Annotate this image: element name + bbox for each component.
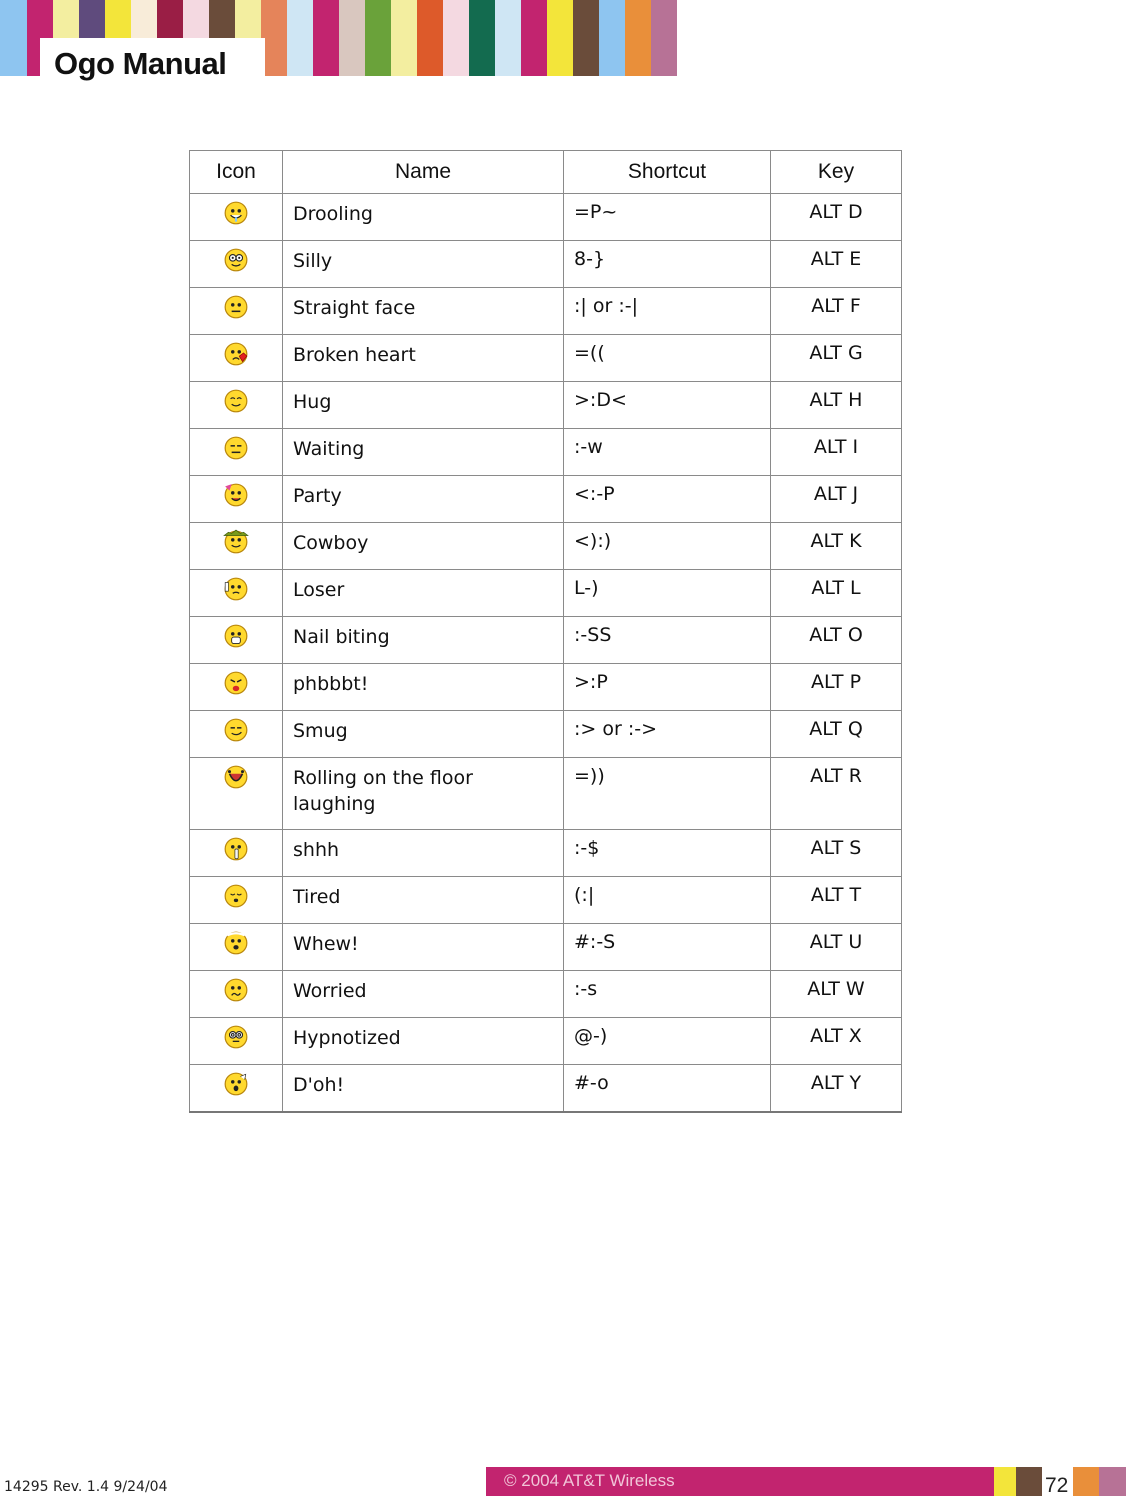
hug-icon — [223, 388, 249, 419]
emoticon-name: Party — [293, 485, 342, 507]
header-stripe — [417, 0, 443, 76]
emoticon-name: Hypnotized — [293, 1027, 401, 1049]
shortcut-cell: >:D< — [564, 382, 771, 429]
key-cell: ALT I — [771, 429, 902, 476]
header-shortcut: Shortcut — [564, 151, 771, 194]
icon-cell — [190, 617, 283, 664]
name-cell — [283, 711, 564, 758]
header-stripe — [443, 0, 469, 76]
icon-cell — [190, 476, 283, 523]
header-stripe — [0, 0, 27, 76]
name-cell — [283, 830, 564, 877]
loser-icon — [223, 576, 249, 607]
emoticon-name: phbbbt! — [293, 673, 369, 695]
emoticon-name: Straight face — [293, 297, 416, 319]
table-row — [190, 570, 902, 617]
whew-icon — [223, 930, 249, 961]
phbbbt-icon — [223, 670, 249, 701]
emoticon-name: shhh — [293, 839, 340, 861]
table-row — [190, 241, 902, 288]
name-cell — [283, 971, 564, 1018]
icon-cell — [190, 288, 283, 335]
key-cell: ALT L — [771, 570, 902, 617]
drooling-icon — [223, 200, 249, 231]
key-cell: ALT E — [771, 241, 902, 288]
icon-cell — [190, 570, 283, 617]
emoticon-table — [189, 150, 902, 1113]
name-cell — [283, 664, 564, 711]
table-row — [190, 476, 902, 523]
shortcut-cell: 8-} — [564, 241, 771, 288]
straight-face-icon — [223, 294, 249, 325]
emoticon-name: Smug — [293, 720, 348, 742]
icon-cell — [190, 429, 283, 476]
header-stripe — [365, 0, 391, 76]
icon-cell — [190, 1018, 283, 1065]
name-cell — [283, 570, 564, 617]
icon-cell — [190, 830, 283, 877]
emoticon-name: D'oh! — [293, 1074, 345, 1096]
table-row — [190, 664, 902, 711]
shortcut-cell: @-) — [564, 1018, 771, 1065]
table-row — [190, 429, 902, 476]
key-cell: ALT F — [771, 288, 902, 335]
table-row — [190, 1065, 902, 1113]
nail-biting-icon — [223, 623, 249, 654]
shortcut-cell: =(( — [564, 335, 771, 382]
shortcut-cell: =)) — [564, 758, 771, 830]
name-cell — [283, 288, 564, 335]
shortcut-cell: :-SS — [564, 617, 771, 664]
name-cell — [283, 617, 564, 664]
name-cell — [283, 335, 564, 382]
shortcut-cell: :-$ — [564, 830, 771, 877]
emoticon-name: Rolling on the floor laughing — [293, 767, 473, 815]
header-stripe — [625, 0, 651, 76]
icon-cell — [190, 664, 283, 711]
key-cell: ALT W — [771, 971, 902, 1018]
copyright-bar — [486, 1467, 994, 1496]
name-cell — [283, 429, 564, 476]
table-row — [190, 830, 902, 877]
key-cell: ALT P — [771, 664, 902, 711]
copyright-text: © 2004 AT&T Wireless — [504, 1471, 675, 1490]
shortcut-cell: <):) — [564, 523, 771, 570]
broken-heart-icon — [223, 341, 249, 372]
icon-cell — [190, 194, 283, 241]
shortcut-cell: :-w — [564, 429, 771, 476]
emoticon-name: Waiting — [293, 438, 365, 460]
shortcut-cell: <:-P — [564, 476, 771, 523]
table-row — [190, 971, 902, 1018]
header-icon: Icon — [190, 151, 283, 194]
header-stripe — [521, 0, 547, 76]
key-cell: ALT H — [771, 382, 902, 429]
icon-cell — [190, 924, 283, 971]
key-cell: ALT K — [771, 523, 902, 570]
silly-icon — [223, 247, 249, 278]
key-cell: ALT D — [771, 194, 902, 241]
key-cell: ALT O — [771, 617, 902, 664]
name-cell — [283, 382, 564, 429]
hypnotized-icon — [223, 1024, 249, 1055]
table-row — [190, 711, 902, 758]
emoticon-name: Worried — [293, 980, 367, 1002]
manual-title: Ogo Manual — [54, 46, 227, 81]
header-stripe — [469, 0, 495, 76]
name-cell — [283, 194, 564, 241]
icon-cell — [190, 523, 283, 570]
rolling-laughing-icon — [223, 764, 249, 795]
icon-cell — [190, 711, 283, 758]
key-cell: ALT U — [771, 924, 902, 971]
party-icon — [223, 482, 249, 513]
emoticon-name: Silly — [293, 250, 333, 272]
page-number: 72 — [1045, 1474, 1069, 1497]
table-row — [190, 523, 902, 570]
emoticon-name: Cowboy — [293, 532, 369, 554]
table-row — [190, 1018, 902, 1065]
footer-swatch-yellow — [994, 1467, 1016, 1496]
icon-cell — [190, 758, 283, 830]
table-row — [190, 288, 902, 335]
shortcut-cell: :> or :-> — [564, 711, 771, 758]
icon-cell — [190, 335, 283, 382]
emoticon-name: Drooling — [293, 203, 373, 225]
name-cell — [283, 758, 564, 830]
emoticon-name: Tired — [293, 886, 341, 908]
shhh-icon — [223, 836, 249, 867]
header-stripe — [287, 0, 313, 76]
icon-cell — [190, 971, 283, 1018]
tired-icon — [223, 883, 249, 914]
icon-cell — [190, 382, 283, 429]
table-row — [190, 758, 902, 830]
header-stripe — [599, 0, 625, 76]
header-key: Key — [771, 151, 902, 194]
footer-swatch-pink — [1099, 1467, 1126, 1496]
key-cell: ALT T — [771, 877, 902, 924]
shortcut-cell: =P~ — [564, 194, 771, 241]
table-row — [190, 335, 902, 382]
emoticon-name: Broken heart — [293, 344, 416, 366]
icon-cell — [190, 1065, 283, 1113]
table-row — [190, 194, 902, 241]
table-row — [190, 382, 902, 429]
shortcut-cell: :| or :-| — [564, 288, 771, 335]
key-cell: ALT R — [771, 758, 902, 830]
table-row — [190, 877, 902, 924]
shortcut-cell: #-o — [564, 1065, 771, 1113]
header-stripe — [391, 0, 417, 76]
icon-cell — [190, 241, 283, 288]
emoticon-name: Hug — [293, 391, 332, 413]
header-stripe — [495, 0, 521, 76]
worried-icon — [223, 977, 249, 1008]
footer-swatch-orange — [1073, 1467, 1099, 1496]
key-cell: ALT J — [771, 476, 902, 523]
footer-swatch-brown — [1016, 1467, 1042, 1496]
name-cell — [283, 241, 564, 288]
header-stripe — [339, 0, 365, 76]
name-cell — [283, 1065, 564, 1113]
name-cell — [283, 877, 564, 924]
key-cell: ALT S — [771, 830, 902, 877]
shortcut-cell: :-s — [564, 971, 771, 1018]
shortcut-cell: (:| — [564, 877, 771, 924]
document-revision: 14295 Rev. 1.4 9/24/04 — [4, 1479, 168, 1495]
header-name: Name — [283, 151, 564, 194]
table-row — [190, 617, 902, 664]
header-stripe — [547, 0, 573, 76]
table-header-row — [190, 151, 902, 194]
header-stripe — [573, 0, 599, 76]
emoticon-name: Nail biting — [293, 626, 390, 648]
doh-icon — [223, 1071, 249, 1102]
emoticon-name: Whew! — [293, 933, 359, 955]
smug-icon — [223, 717, 249, 748]
shortcut-cell: #:-S — [564, 924, 771, 971]
cowboy-icon — [223, 529, 249, 560]
emoticon-name: Loser — [293, 579, 345, 601]
name-cell — [283, 523, 564, 570]
key-cell: ALT X — [771, 1018, 902, 1065]
table-row — [190, 924, 902, 971]
waiting-icon — [223, 435, 249, 466]
name-cell — [283, 924, 564, 971]
header-stripe — [651, 0, 677, 76]
icon-cell — [190, 877, 283, 924]
shortcut-cell: L-) — [564, 570, 771, 617]
shortcut-cell: >:P — [564, 664, 771, 711]
name-cell — [283, 476, 564, 523]
name-cell — [283, 1018, 564, 1065]
key-cell: ALT G — [771, 335, 902, 382]
brand-label — [40, 38, 265, 80]
key-cell: ALT Y — [771, 1065, 902, 1113]
header-stripe — [313, 0, 339, 76]
key-cell: ALT Q — [771, 711, 902, 758]
